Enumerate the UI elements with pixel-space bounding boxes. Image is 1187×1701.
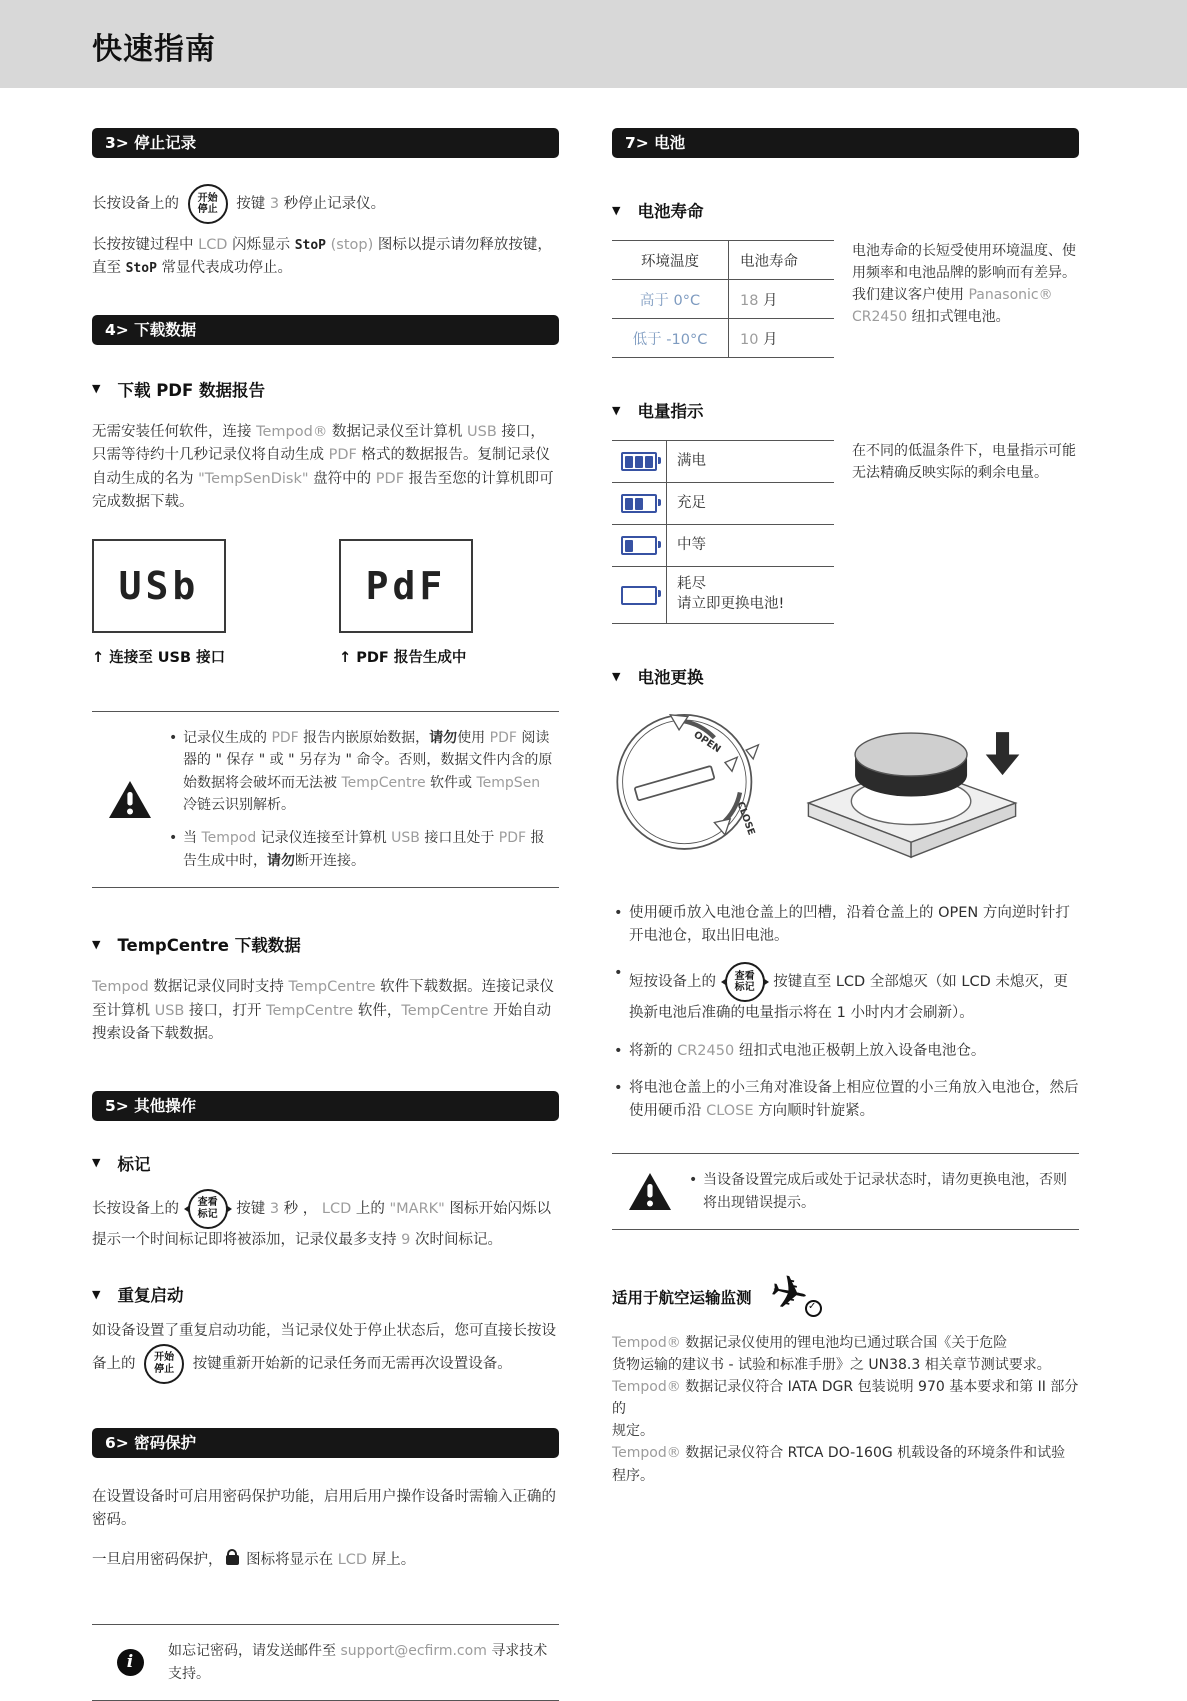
section-bar-label: 5> 其他操作 [105,1096,197,1115]
battery-cover-illustration [612,706,762,856]
subheading-label: 重复启动 [117,1286,184,1306]
table-row [612,319,834,358]
step-item: • 使用硬币放入电池仓盖上的凹槽，沿着仓盖上的 OPEN 方向逆时针打开电池仓，取出旧电池。 [612,902,1079,948]
icon-cell [612,483,667,525]
lock-icon [226,1555,239,1565]
left-column [92,128,559,1701]
aviation-paragraph: Tempod® 数据记录仪使用的锂电池均已通过联合国《关于危险 货物运输的建议书 - 试验和标准手册》之 UN38.3 相关章节测试要求。 Tempod® 数据记录仪符合 IATA DGR 包装说明 970 基本要求和第 II 部分的 规定。 Tempod® 数据记录仪符合 RTCA DO-160G 机载设备的环境条件和试验程序。 [612,1334,1079,1484]
icon-cell [612,441,667,483]
table-row [612,483,834,525]
triangle-marker-icon: ▼ [92,1287,101,1301]
lcd-pdf-screen [339,539,473,633]
aviation-title: 适用于航空运输监测 [612,1288,752,1307]
triangle-marker-icon: ▼ [612,669,621,683]
mark-paragraph: 长按设备上的 查看 标记 按键 3 秒 ， LCD 上的 "MARK" 图标开始闪烁以提示一个时间标记即将被添加，记录仪最多支持 9 次时间标记。 [92,1189,559,1252]
section-bar-stop-recording [92,128,559,158]
subheading-download-pdf [92,377,559,401]
battery-full-icon [621,452,657,471]
section-bar-label: 4> 下载数据 [105,320,197,339]
life-cell: 18 月 [729,280,835,319]
label-cell: 满电 [667,441,835,483]
table-row [612,441,834,483]
subheading-label: 下载 PDF 数据报告 [117,380,266,400]
battery-replacement-illustration [612,706,1079,874]
subheading-mark [92,1151,559,1175]
subheading-battery-replacement [612,664,1079,688]
lcd-pdf-group [339,539,586,667]
lcd-usb-text: USb [118,563,200,608]
triangle-marker-icon: ▼ [612,203,621,217]
table-row [612,525,834,567]
temperature-cell: 低于 -10°C [612,319,729,358]
warning-icon [92,780,168,820]
battery-life-note: 电池寿命的长短受使用环境温度、使用频率和电池品牌的影响而有差异。我们建议客户使用 Panasonic® CR2450 纽扣式锂电池。 [852,243,1076,326]
lcd-usb-group [92,539,339,667]
battery-indicator-table [612,440,834,624]
battery-good-icon [621,494,657,513]
section-bar-label: 3> 停止记录 [105,134,197,152]
icon-cell [612,567,667,624]
warning-item: • 当设备设置完成后或处于记录状态时，请勿更换电池，否则将出现错误提示。 [688,1169,1077,1214]
label-line-2: 请立即更换电池! [677,596,785,612]
triangle-marker-icon: ▼ [92,382,101,396]
page-header [0,0,1187,88]
table-row [612,280,834,319]
step-item: • 将电池仓盖上的小三角对准设备上相应位置的小三角放入电池仓，然后使用硬币沿 CLOSE 方向顺时针旋紧。 [612,1077,1079,1123]
subheading-repeat-start [92,1282,559,1306]
svg-text:OPEN: OPEN [691,729,723,756]
aviation-heading [612,1274,1079,1320]
battery-medium-icon [621,536,657,555]
temperature-cell: 高于 0°C [612,280,729,319]
section-bar-download-data [92,315,559,345]
section-bar-label: 6> 密码保护 [105,1433,197,1452]
subheading-battery-life [612,198,1079,222]
password-paragraph-1: 在设置设备时可启用密码保护功能，启用后用户操作设备时需输入正确的密码。 [92,1488,556,1529]
subheading-label: 标记 [117,1154,151,1174]
subheading-label: 电量指示 [637,402,704,421]
subheading-battery-indicator [612,398,1079,422]
warning-item: • 当 Tempod 记录仪连接至计算机 USB 接口且处于 PDF 报告生成中时，请勿断开连接。 [168,827,557,872]
svg-text:CLOSE: CLOSE [734,800,757,837]
page-title: 快速指南 [92,32,216,67]
warning-content [168,727,559,872]
battery-tray-illustration [792,706,1032,874]
info-icon [117,1649,144,1676]
warning-item: • 记录仪生成的 PDF 报告内嵌原始数据，请勿使用 PDF 阅读器的 " 保存 " 或 " 另存为 " 命令。否则，数据文件内含的原始数据将会破坏而无法被 TempCentre 软件或 TempSen 冷链云识别解析。 [168,727,557,817]
subheading-label: 电池寿命 [637,202,704,221]
lcd-usb-caption: ↑ 连接至 USB 接口 [92,649,226,666]
battery-life-row [612,240,1079,358]
lcd-display-row [92,539,559,667]
subheading-tempcentre [92,932,559,956]
triangle-marker-icon: ▼ [92,937,101,951]
battery-life-table [612,240,834,358]
icon-cell [612,525,667,567]
battery-indicator-row [612,440,1079,624]
password-paragraph-2: 一旦启用密码保护， 图标将显示在 LCD 屏上。 [92,1551,416,1568]
stop-paragraph-2: 长按按键过程中 LCD 闪烁显示 StoP (stop) 图标以提示请勿释放按键，直至 StoP 常显代表成功停止。 [92,237,552,277]
download-pdf-paragraph: 无需安装任何软件，连接 Tempod® 数据记录仪至计算机 USB 接口，只需等待约十几秒记录仪将自动生成 PDF 格式的数据报告。复制记录仪自动生成的名为 "TempSenDisk" 盘符中的 PDF 报告至您的计算机即可完成数据下载。 [92,423,554,511]
subheading-label: 电池更换 [637,668,704,687]
subheading-label: TempCentre 下载数据 [117,936,301,956]
label-cell: 中等 [667,525,835,567]
view-mark-key-icon: 查看 标记 [725,962,765,1002]
check-badge-icon [805,1300,822,1317]
section-bar-label: 7> 电池 [625,134,686,152]
view-mark-key-icon: 查看 标记 [188,1189,228,1229]
table-row [612,567,834,624]
step-item: • 短按设备上的 查看 标记 按键直至 LCD 全部熄灭（如 LCD 未熄灭，更换新电池后准确的电量指示将在 1 小时内才会刷新）。 [612,962,1079,1025]
lcd-usb-screen [92,539,226,633]
support-info-block [92,1624,559,1701]
lcd-pdf-caption: ↑ PDF 报告生成中 [339,649,467,666]
step-item: • 将新的 CR2450 纽扣式电池正极朝上放入设备电池仓。 [612,1040,1079,1063]
life-cell: 10 月 [729,319,835,358]
support-info-text: 如忘记密码，请发送邮件至 support@ecfirm.com 寻求技术支持。 [168,1643,548,1682]
pdf-warning-block [92,711,559,888]
battery-replacement-steps [612,902,1079,1123]
right-column [612,128,1079,1487]
battery-warning-block [612,1153,1079,1230]
airplane-check-icon [768,1274,822,1320]
repeat-start-paragraph: 如设备设置了重复启动功能，当记录仪处于停止状态后，您可直接长按设备上的 开始 停止 按键重新开始新的记录任务而无需再次设置设备。 [92,1320,559,1383]
battery-empty-icon [621,586,657,605]
table-header-row [612,241,834,280]
tempcentre-paragraph: Tempod 数据记录仪同时支持 TempCentre 软件下载数据。连接记录仪至计算机 USB 接口，打开 TempCentre 软件，TempCentre 开始自动搜索设备下载数据。 [92,979,555,1043]
start-stop-key-icon: 开始 停止 [144,1344,184,1384]
column-header: 电池寿命 [729,241,835,280]
warning-content [688,1169,1079,1214]
lcd-pdf-text: PdF [365,563,447,608]
section-bar-password-protection [92,1428,559,1458]
section-bar-other-operations [92,1091,559,1121]
start-stop-key-icon: 开始 停止 [188,184,228,224]
warning-icon [612,1172,688,1212]
info-icon-wrap [92,1649,168,1676]
triangle-marker-icon: ▼ [92,1156,101,1170]
triangle-marker-icon: ▼ [612,403,621,417]
section-bar-battery [612,128,1079,158]
stop-paragraph-1: 长按设备上的 开始 停止 按键 3 秒停止记录仪。 [92,184,559,224]
label-cell: 充足 [667,483,835,525]
column-header: 环境温度 [612,241,729,280]
label-line-1: 耗尽 [677,576,706,593]
label-cell [667,567,835,624]
battery-indicator-note: 在不同的低温条件下，电量指示可能无法精确反映实际的剩余电量。 [852,443,1076,482]
